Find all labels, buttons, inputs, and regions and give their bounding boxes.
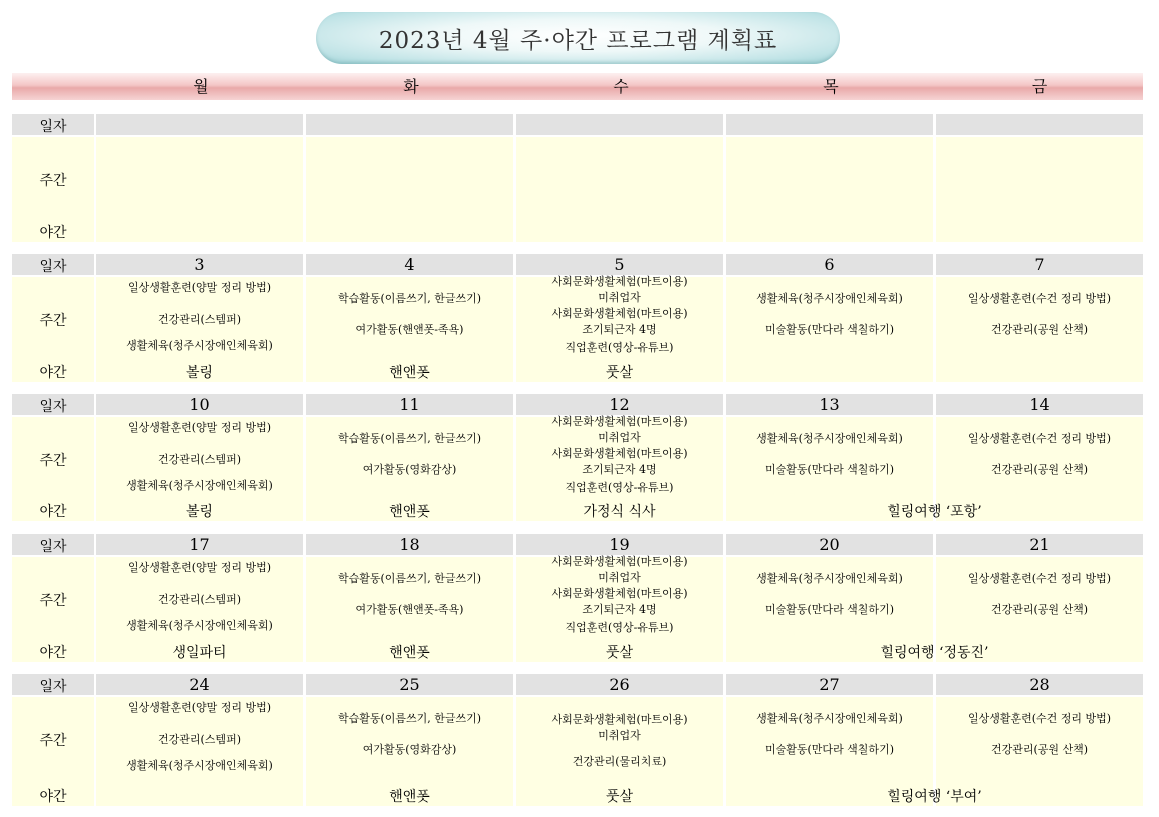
date-cell: 6 (726, 254, 933, 275)
activity-text: 일상생활훈련(양말 정리 방법) (127, 561, 272, 574)
activity-text: 학습활동(이름쓰기, 한글쓰기) (337, 712, 482, 725)
date-cell: 19 (516, 534, 723, 555)
weekday-fri: 금 (1031, 77, 1048, 96)
activity-text: 학습활동(이름쓰기, 한글쓰기) (337, 572, 482, 585)
activity-text: 건강관리(물리치료) (572, 755, 667, 768)
activity-text: 조기퇴근자 4명 (582, 603, 657, 616)
night-activity-span: 힐링여행 ‘정동진’ (880, 645, 989, 661)
day-cell (936, 277, 1143, 382)
activity-text: 학습활동(이름쓰기, 한글쓰기) (337, 432, 482, 445)
day-cell (516, 697, 723, 806)
day-cell (516, 417, 723, 521)
weekday-thu: 목 (823, 77, 839, 96)
night-activity-span: 힐링여행 ‘부여’ (887, 789, 982, 805)
activity-text: 생활체육(청주시장애인체육회) (756, 572, 903, 585)
row-label-date: 일자 (39, 399, 67, 415)
row-label-day: 주간 (39, 453, 67, 469)
activity-text: 직업훈련(영상-유튜브) (565, 621, 674, 634)
date-cell: 20 (726, 534, 933, 555)
activity-text: 사회문화생활체험(마트이용) (551, 555, 688, 568)
day-cell (96, 417, 303, 521)
activity-text: 생활체육(청주시장애인체육회) (126, 479, 273, 492)
activity-text: 건강관리(스템퍼) (158, 733, 241, 746)
day-cell (306, 697, 513, 806)
night-activity: 가정식 식사 (583, 504, 656, 520)
day-cell (516, 557, 723, 662)
activity-text: 일상생활훈련(수건 정리 방법) (967, 432, 1112, 445)
activity-text: 생활체육(청주시장애인체육회) (756, 432, 903, 445)
row-label-night: 야간 (39, 225, 67, 241)
activity-text: 여가활동(영화감상) (362, 463, 457, 476)
activity-text: 건강관리(공원 산책) (990, 323, 1089, 336)
activity-text: 사회문화생활체험(마트이용) (551, 415, 688, 428)
night-activity: 핸앤폿 (389, 365, 430, 381)
activity-text: 여가활동(핸앤폿-족욕) (355, 603, 464, 616)
day-cell (726, 137, 933, 242)
activity-text: 건강관리(스템퍼) (158, 453, 241, 466)
night-activity-span: 힐링여행 ‘포항’ (887, 504, 982, 520)
activity-text: 일상생활훈련(양말 정리 방법) (127, 281, 272, 294)
date-cell (726, 114, 933, 135)
activity-text: 건강관리(공원 산책) (990, 743, 1089, 756)
row-label-date: 일자 (39, 679, 67, 695)
night-activity: 핸앤폿 (389, 504, 430, 520)
activity-text: 일상생활훈련(양말 정리 방법) (127, 421, 272, 434)
date-cell: 7 (936, 254, 1143, 275)
activity-text: 건강관리(공원 산책) (990, 463, 1089, 476)
day-cell (96, 277, 303, 382)
date-cell: 4 (306, 254, 513, 275)
date-cell: 14 (936, 394, 1143, 415)
row-label-night: 야간 (39, 365, 67, 381)
activity-text: 생활체육(청주시장애인체육회) (126, 619, 273, 632)
date-cell (516, 114, 723, 135)
day-cell (516, 277, 723, 382)
activity-text: 미취업자 (598, 571, 641, 584)
day-cell (936, 137, 1143, 242)
date-cell: 28 (936, 674, 1143, 695)
row-label-night: 야간 (39, 789, 67, 805)
activity-text: 생활체육(청주시장애인체육회) (756, 712, 903, 725)
night-activity: 풋살 (605, 365, 634, 381)
date-cell (306, 114, 513, 135)
activity-text: 사회문화생활체험(마트이용) (551, 447, 688, 460)
activity-text: 일상생활훈련(수건 정리 방법) (967, 572, 1112, 585)
activity-text: 미술활동(만다라 색칠하기) (765, 323, 894, 336)
weekday-tue: 화 (403, 77, 419, 96)
weekday-mon: 월 (193, 77, 209, 96)
date-cell: 13 (726, 394, 933, 415)
night-activity: 생일파티 (172, 645, 227, 661)
day-cell (306, 417, 513, 521)
row-label-day: 주간 (39, 733, 67, 749)
night-activity: 핸앤폿 (389, 789, 430, 805)
activity-text: 사회문화생활체험(마트이용) (551, 587, 688, 600)
row-label-day: 주간 (39, 313, 67, 329)
row-label-night: 야간 (39, 504, 67, 520)
activity-text: 미취업자 (598, 729, 641, 742)
day-cell (516, 137, 723, 242)
day-cell (306, 277, 513, 382)
date-cell: 10 (96, 394, 303, 415)
activity-text: 직업훈련(영상-유튜브) (565, 481, 674, 494)
day-cell (96, 697, 303, 806)
activity-text: 일상생활훈련(수건 정리 방법) (967, 712, 1112, 725)
activity-text: 조기퇴근자 4명 (582, 463, 657, 476)
date-cell (936, 114, 1143, 135)
date-cell: 3 (96, 254, 303, 275)
row-label-day: 주간 (39, 173, 67, 189)
date-cell: 21 (936, 534, 1143, 555)
day-cell (726, 277, 933, 382)
row-label-date: 일자 (39, 119, 67, 135)
activity-text: 미술활동(만다라 색칠하기) (765, 463, 894, 476)
activity-text: 사회문화생활체험(마트이용) (551, 307, 688, 320)
activity-text: 생활체육(청주시장애인체육회) (756, 292, 903, 305)
activity-text: 사회문화생활체험(마트이용) (551, 713, 688, 726)
night-activity: 풋살 (605, 645, 634, 661)
date-cell: 18 (306, 534, 513, 555)
row-label-date: 일자 (39, 539, 67, 555)
activity-text: 일상생활훈련(양말 정리 방법) (127, 701, 272, 714)
activity-text: 미술활동(만다라 색칠하기) (765, 603, 894, 616)
activity-text: 생활체육(청주시장애인체육회) (126, 759, 273, 772)
row-label-date: 일자 (39, 259, 67, 275)
row-label-night: 야간 (39, 645, 67, 661)
activity-text: 미취업자 (598, 431, 641, 444)
date-cell: 26 (516, 674, 723, 695)
day-cell (96, 137, 303, 242)
day-cell (96, 557, 303, 662)
activity-text: 건강관리(공원 산책) (990, 603, 1089, 616)
night-activity: 풋살 (605, 789, 634, 805)
day-cell (306, 137, 513, 242)
night-activity: 핸앤폿 (389, 645, 430, 661)
date-cell: 5 (516, 254, 723, 275)
activity-text: 여가활동(핸앤폿-족욕) (355, 323, 464, 336)
activity-text: 사회문화생활체험(마트이용) (551, 275, 688, 288)
row-label-day: 주간 (39, 593, 67, 609)
activity-text: 학습활동(이름쓰기, 한글쓰기) (337, 292, 482, 305)
date-cell: 12 (516, 394, 723, 415)
date-cell: 25 (306, 674, 513, 695)
night-activity: 볼링 (185, 504, 214, 520)
activity-text: 건강관리(스템퍼) (158, 313, 241, 326)
activity-text: 여가활동(영화감상) (362, 743, 457, 756)
date-cell: 17 (96, 534, 303, 555)
date-cell: 27 (726, 674, 933, 695)
activity-text: 건강관리(스템퍼) (158, 593, 241, 606)
activity-text: 미취업자 (598, 291, 641, 304)
weekday-wed: 수 (613, 77, 629, 96)
weekday-header (12, 73, 1143, 100)
day-cell (306, 557, 513, 662)
date-cell: 11 (306, 394, 513, 415)
activity-text: 미술활동(만다라 색칠하기) (765, 743, 894, 756)
date-cell (96, 114, 303, 135)
activity-text: 직업훈련(영상-유튜브) (565, 341, 674, 354)
night-activity: 볼링 (185, 365, 214, 381)
activity-text: 생활체육(청주시장애인체육회) (126, 339, 273, 352)
page-title: 2023년 4월 주·야간 프로그램 계획표 (316, 12, 840, 64)
activity-text: 조기퇴근자 4명 (582, 323, 657, 336)
activity-text: 일상생활훈련(수건 정리 방법) (967, 292, 1112, 305)
date-cell: 24 (96, 674, 303, 695)
